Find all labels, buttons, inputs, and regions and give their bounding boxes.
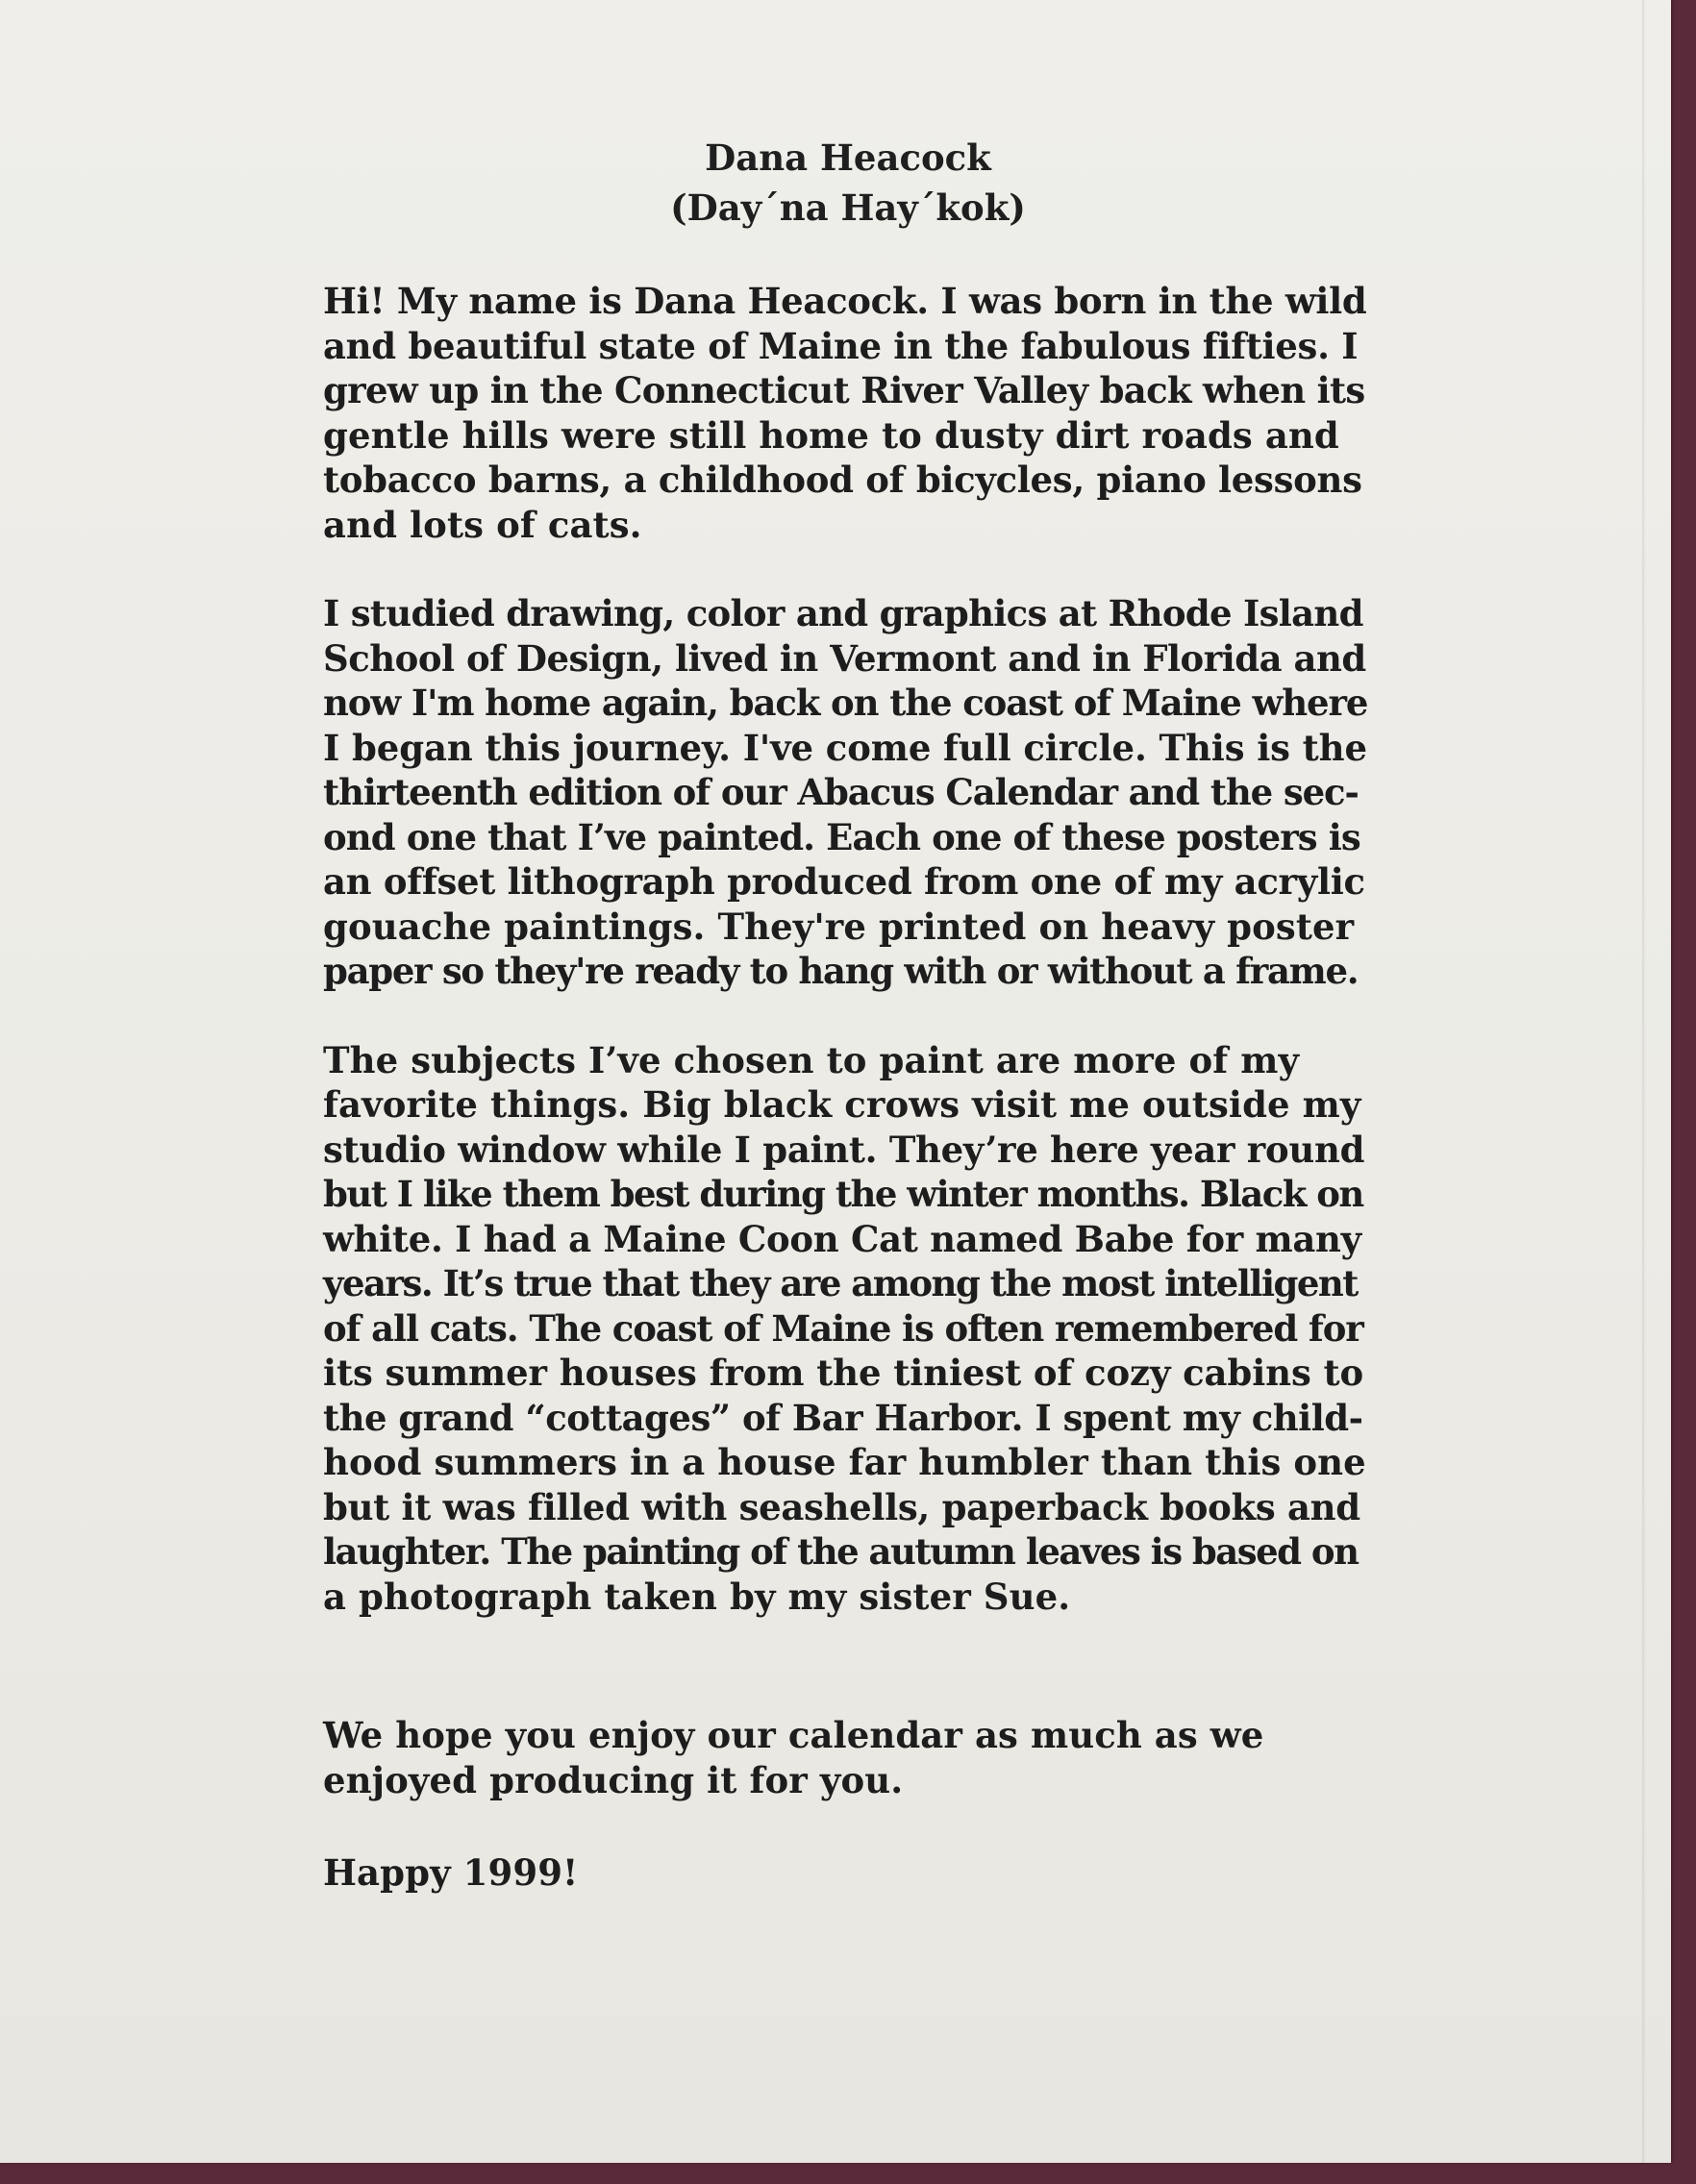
paragraph-signoff [323,1850,1367,1896]
name-pronunciation: (Day´na Hay´kok) [670,186,1026,229]
text-line: hood summers in a house far humbler than this one [323,1441,1366,1483]
author-name: Dana Heacock [705,136,991,179]
title-block [0,133,1696,233]
text-line: the grand “cottages” of Bar Harbor. I spent my child- [323,1396,1363,1439]
text-line: tobacco barns, a childhood of bicycles, piano lessons [323,459,1362,501]
text-line: enjoyed producing it for you. [323,1758,904,1801]
text-line: laughter. The painting of the autumn leaves is based on [323,1530,1359,1573]
text-line: ond one that I’ve painted. Each one of these posters is [323,815,1360,858]
text-line: paper so they're ready to hang with or without a frame. [323,950,1359,992]
text-line: gentle hills were still home to dusty dirt roads and [323,413,1339,457]
text-line: grew up in the Connecticut River Valley back when its [323,369,1365,411]
signoff-text: Happy 1999! [323,1851,579,1894]
text-line: white. I had a Maine Coon Cat named Babe for many [323,1217,1361,1260]
text-line: School of Design, lived in Vermont and in Florida and [323,636,1366,680]
letter-body [323,279,1367,1940]
text-line: and lots of cats. [323,503,642,546]
page-edge-shadow [1642,0,1646,2163]
text-line: Hi! My name is Dana Heacock. I was born in the wild [323,280,1367,322]
text-line: gouache paintings. They're printed on heavy poster [323,905,1355,948]
text-line: now I'm home again, back on the coast of Maine where [323,682,1368,724]
text-line: studio window while I paint. They’re here year round [323,1128,1365,1171]
text-line: I began this journey. I've come full circle. This is the [323,726,1367,769]
text-line: years. It’s true that they are among the most intelligent [323,1262,1358,1304]
text-line: its summer houses from the tiniest of cozy cabins to [323,1352,1364,1394]
text-line: but it was filled with seashells, paperback books and [323,1485,1360,1528]
paragraph-subjects [323,1038,1367,1620]
text-line: a photograph taken by my sister Sue. [323,1575,1071,1618]
text-line: I studied drawing, color and graphics at Rhode Island [323,592,1363,634]
text-line: but I like them best during the winter months. Black on [323,1173,1363,1215]
paragraph-education [323,591,1367,994]
text-line: thirteenth edition of our Abacus Calendar and the sec- [323,771,1359,813]
text-line: The subjects I’ve chosen to paint are more of my [323,1038,1300,1081]
text-line: favorite things. Big black crows visit me outside my [323,1083,1361,1126]
text-line: and beautiful state of Maine in the fabulous fifties. I [323,324,1359,367]
text-line: of all cats. The coast of Maine is often remembered for [323,1306,1363,1350]
paragraph-intro [323,279,1367,547]
text-line: an offset lithograph produced from one of my acrylic [323,860,1365,903]
text-line: We hope you enjoy our calendar as much as we [323,1714,1264,1756]
paragraph-closing [323,1713,1367,1802]
